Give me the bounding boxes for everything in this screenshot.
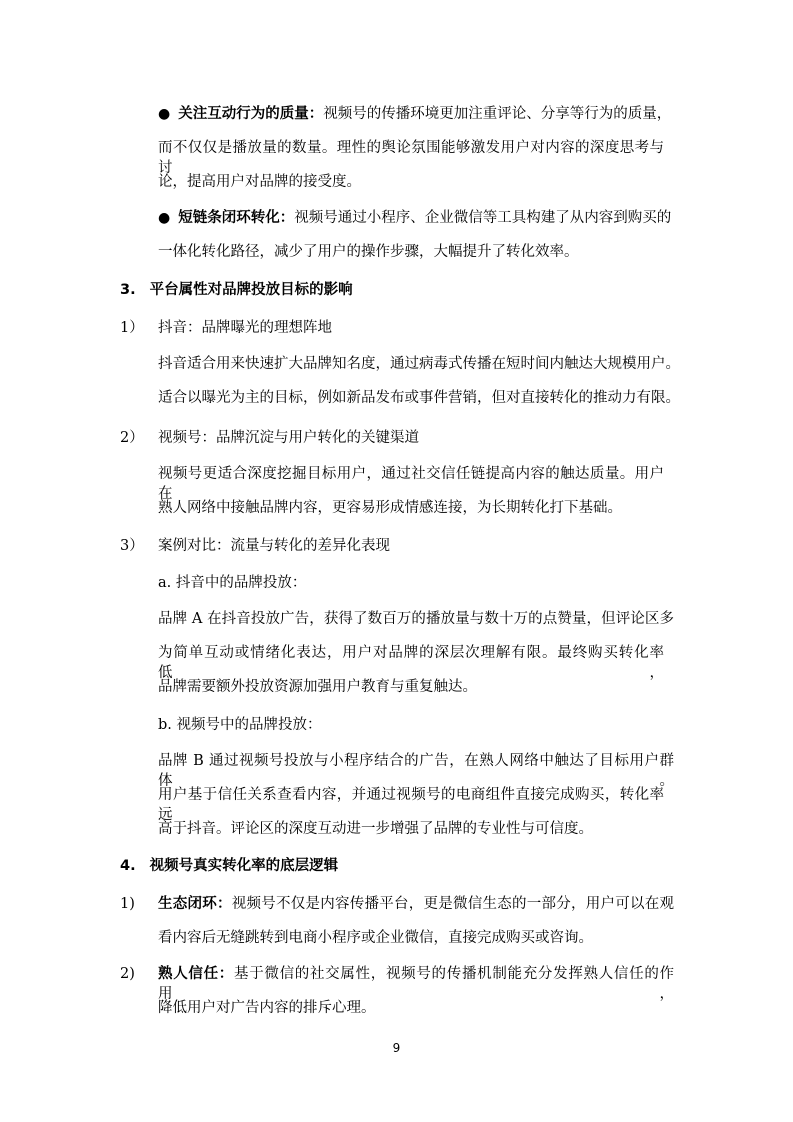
item-3-1-line-1: 抖音适合用来快速扩大品牌知名度，通过病毒式传播在短时间内触达大规模用户。 [158, 356, 680, 372]
item-4-1-number: 1) [120, 896, 135, 912]
item-3-2-line-2: 熟人网络中接触品牌内容，更容易形成情感连接，为长期转化打下基础。 [158, 500, 622, 516]
section-3-number: 3. [120, 282, 136, 298]
section-3-title: 平台属性对品牌投放目标的影响 [149, 282, 353, 298]
item-4-2-text-1: 基于微信的社交属性，视频号的传播机制能充分发挥熟人信任的作用， [158, 966, 675, 1002]
item-4-2-sep: ： [218, 966, 234, 982]
item-3-1-heading: 抖音：品牌曝光的理想阵地 [158, 320, 332, 336]
bullet-2-line-1 [158, 208, 672, 228]
case-b-line-2: 用户基于信任关系查看内容，并通过视频号的电商组件直接完成购买，转化率远 [158, 787, 664, 823]
item-4-1-line-1 [158, 894, 674, 914]
item-4-1-term: 生态闭环 [158, 896, 217, 912]
item-3-1-number: 1） [120, 320, 144, 336]
item-4-1-line-2: 看内容后无缝跳转到电商小程序或企业微信，直接完成购买或咨询。 [158, 930, 593, 946]
bullet-2-sep: ： [279, 210, 295, 226]
section-4-heading [120, 856, 338, 876]
case-b-label: b. 视频号中的品牌投放： [158, 717, 322, 733]
item-4-1-sep: ： [217, 896, 232, 912]
page-number: 9 [392, 1041, 401, 1055]
bullet-2-text-1: 视频号通过小程序、企业微信等工具构建了从内容到购买的 [294, 210, 672, 226]
bullet-1-sep: ： [308, 106, 324, 122]
bullet-2-term: 短链条闭环转化 [178, 210, 280, 226]
bullet-dot-icon: ● [158, 210, 171, 226]
item-4-2-number: 2) [120, 966, 135, 982]
bullet-2-line-2: 一体化转化路径，减少了用户的操作步骤，大幅提升了转化效率。 [158, 244, 579, 260]
item-3-3-number: 3） [120, 538, 144, 554]
case-b-line-3: 高于抖音。评论区的深度互动进一步增强了品牌的专业性与可信度。 [158, 821, 593, 837]
item-3-2-line-1: 视频号更适合深度挖掘目标用户，通过社交信任链提高内容的触达质量。用户在 [158, 466, 664, 502]
case-a-line-2: 为简单互动或情绪化表达，用户对品牌的深层次理解有限。最终购买转化率低， [158, 645, 664, 681]
case-a-label: a. 抖音中的品牌投放： [158, 575, 307, 591]
section-3-heading [120, 280, 353, 300]
section-4-number: 4. [120, 858, 136, 874]
item-3-3-heading: 案例对比：流量与转化的差异化表现 [158, 538, 390, 554]
item-3-2-heading: 视频号：品牌沉淀与用户转化的关键渠道 [158, 430, 419, 446]
case-b-line-1: 品牌 B 通过视频号投放与小程序结合的广告，在熟人网络中触达了目标用户群体。 [158, 753, 674, 789]
bullet-1-line-1 [158, 104, 672, 124]
bullet-1-text-1: 视频号的传播环境更加注重评论、分享等行为的质量， [323, 106, 672, 122]
section-4-title: 视频号真实转化率的底层逻辑 [149, 858, 339, 874]
bullet-1-term: 关注互动行为的质量 [178, 106, 309, 122]
case-a-line-1: 品牌 A 在抖音投放广告，获得了数百万的播放量与数十万的点赞量，但评论区多 [158, 611, 674, 627]
bullet-1-line-2: 而不仅仅是播放量的数量。理性的舆论氛围能够激发用户对内容的深度思考与讨 [158, 140, 664, 176]
item-3-2-number: 2） [120, 430, 144, 446]
case-a-line-3: 品牌需要额外投放资源加强用户教育与重复触达。 [158, 679, 477, 695]
bullet-dot-icon: ● [158, 106, 171, 122]
bullet-1-line-3: 论，提高用户对品牌的接受度。 [158, 174, 361, 190]
item-4-2-line-2: 降低用户对广告内容的排斥心理。 [158, 1000, 376, 1016]
item-4-1-text-1: 视频号不仅是内容传播平台，更是微信生态的一部分，用户可以在观 [231, 896, 674, 912]
item-3-1-line-2: 适合以曝光为主的目标，例如新品发布或事件营销，但对直接转化的推动力有限。 [158, 390, 680, 406]
item-4-2-term: 熟人信任 [158, 966, 219, 982]
